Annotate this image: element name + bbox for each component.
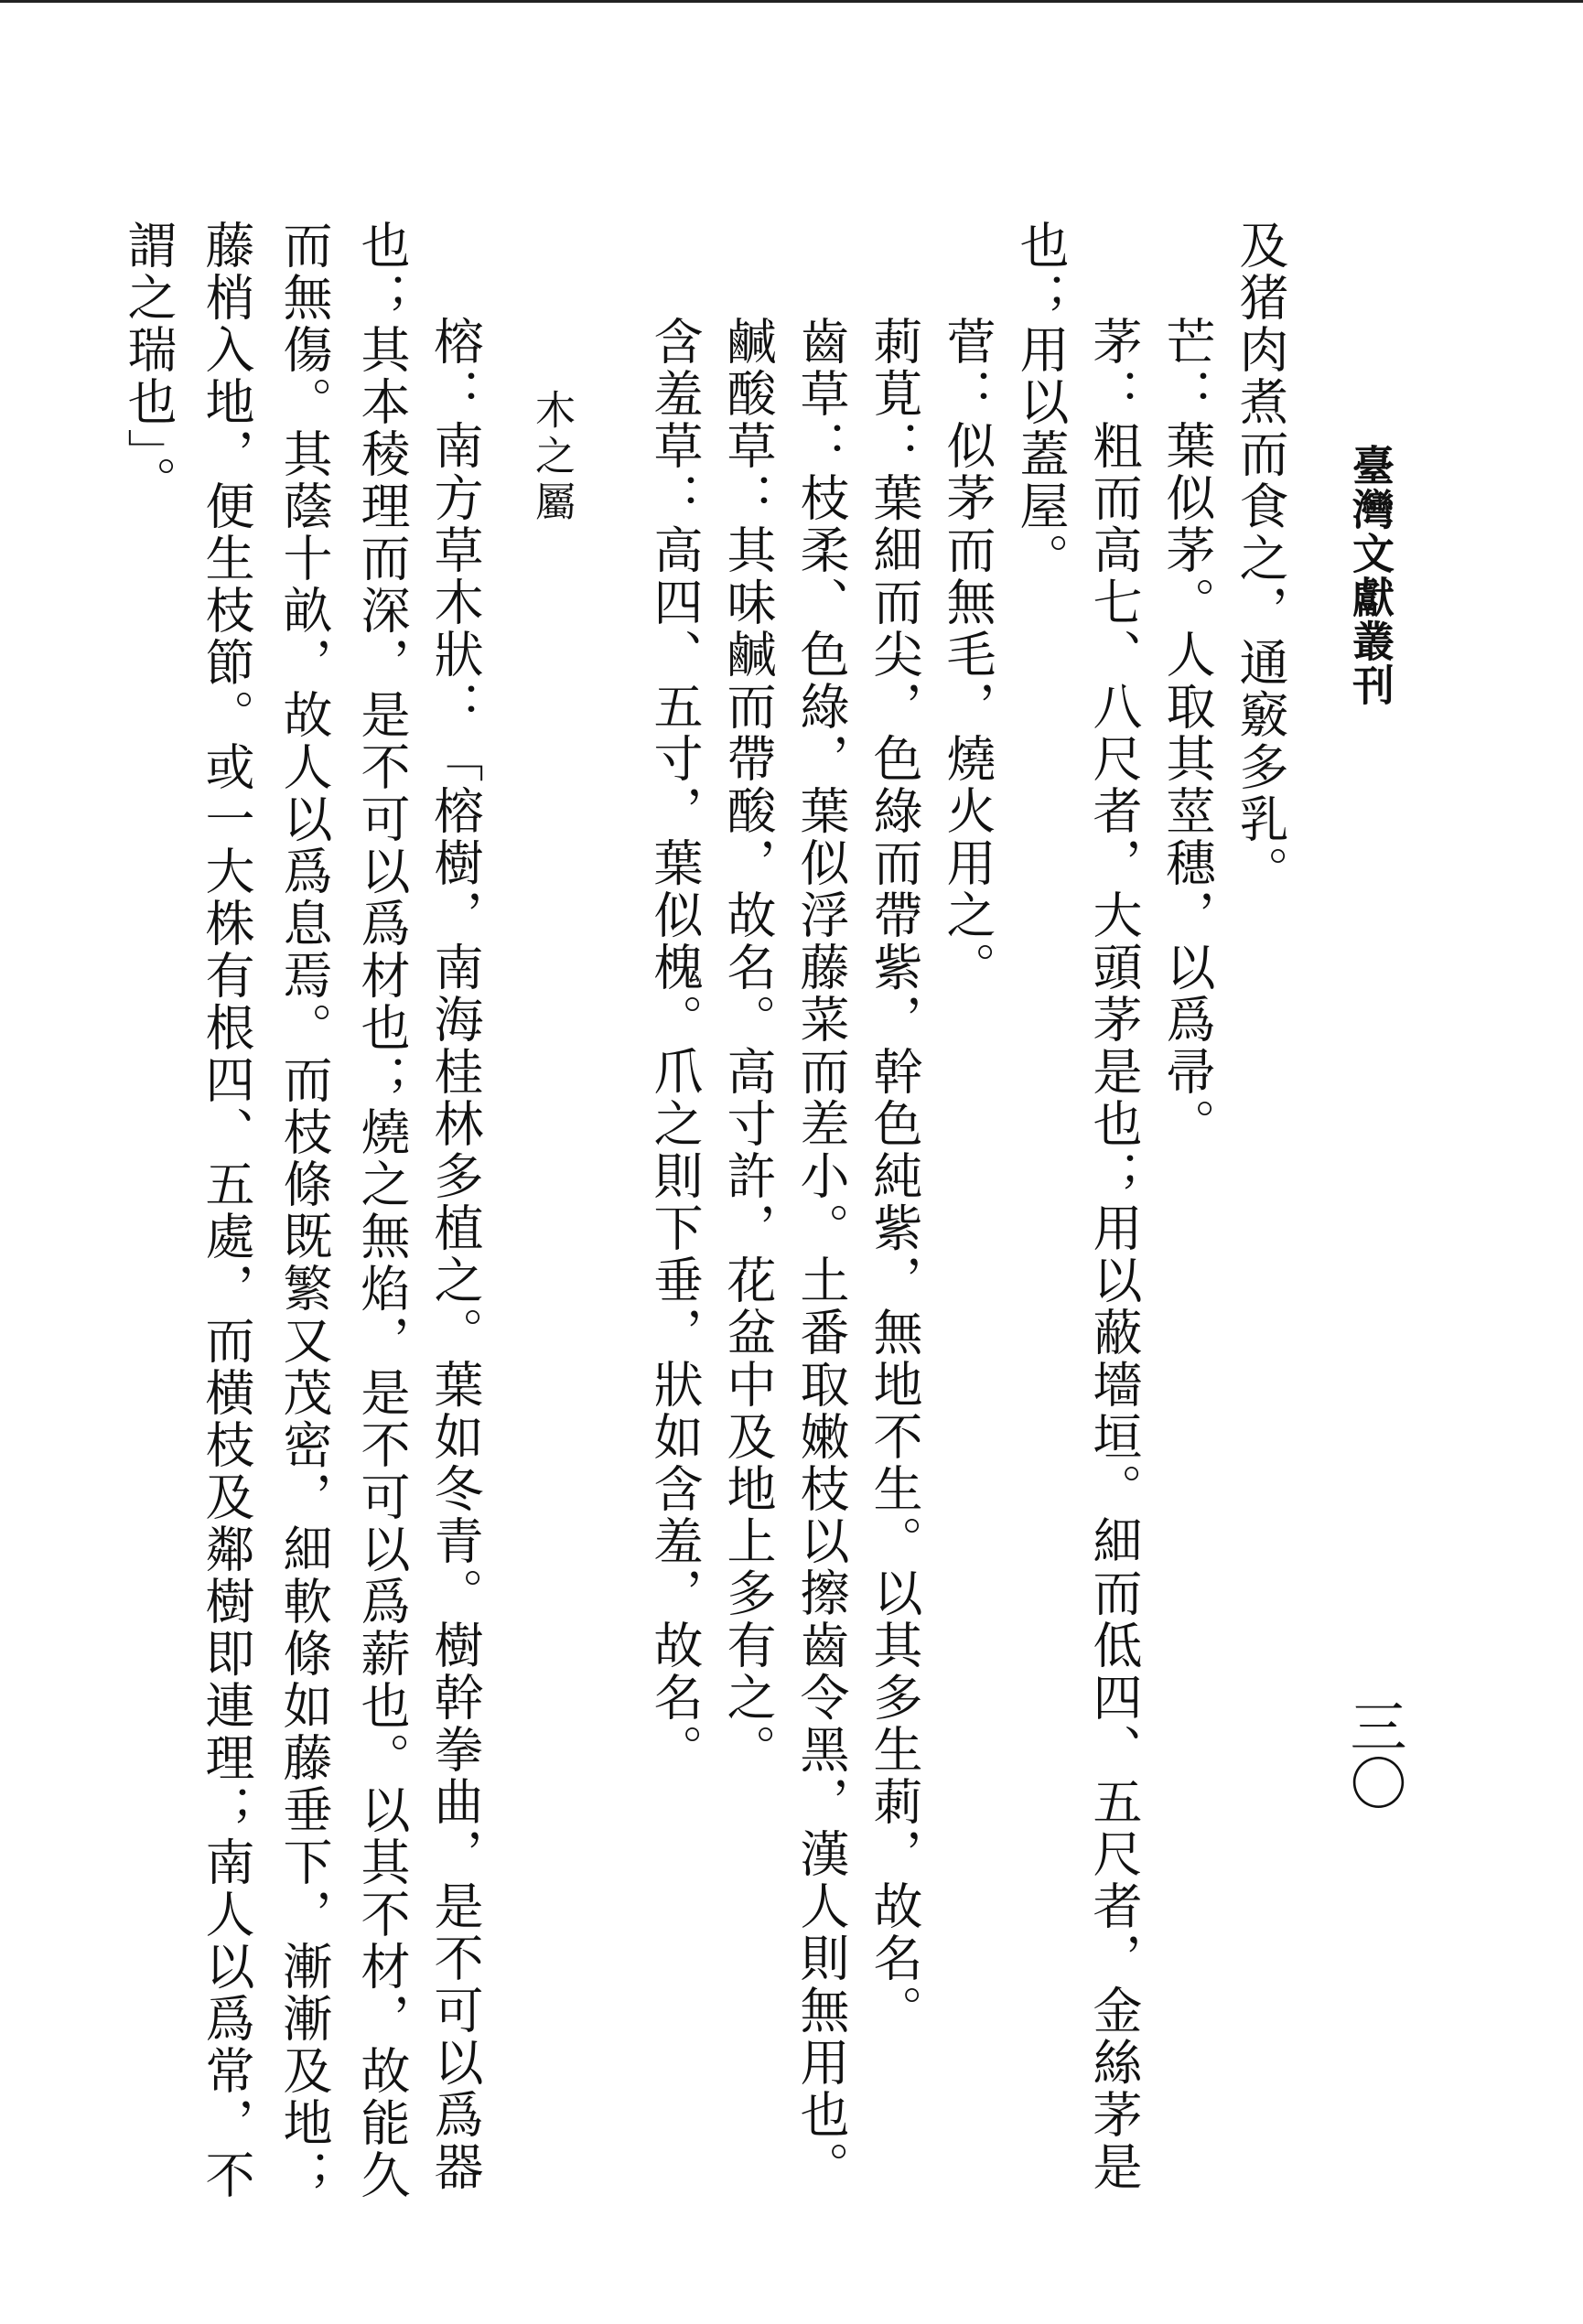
text-column: 芒：葉似茅。人取其莖穗，以爲帚。 [1158,316,1216,1150]
text-column: 藤梢入地，便生枝節。或一大株有根四、五處，而横枝及鄰樹即連理；南人以爲常，不 [198,220,255,2201]
page-top-border [0,0,1583,3]
page-number: 三〇 [1341,1697,1407,1811]
text-column: 齒草：枝柔、色綠，葉似浮藤菜而差小。土番取嫩枝以擦齒令黑，漢人則無用也。 [792,316,850,2193]
text-column: 鹹酸草：其味鹹而帶酸，故名。高寸許，花盆中及地上多有之。 [719,316,777,1776]
text-column: 含羞草：高四、五寸，葉似槐。爪之則下垂，狀如含羞，故名。 [646,316,704,1776]
text-column: 茅：粗而高七、八尺者，大頭茅是也；用以蔽墻垣。細而低四、五尺者，金絲茅是 [1085,316,1143,2193]
text-column: 菅：似茅而無毛，燒火用之。 [939,316,996,994]
text-column: 莿莧：葉細而尖，色綠而帶紫，幹色純紫，無地不生。以其多生莿，故名。 [866,316,923,2037]
running-header-title: 臺灣文獻叢刊 [1346,444,1395,707]
text-column: 謂之瑞也」。 [120,220,178,508]
section-heading-trees: 木之屬 [528,389,575,526]
text-column: 及猪肉煮而食之，通竅多乳。 [1232,220,1289,898]
text-column: 榕：南方草木狀：「榕樹，南海桂林多植之。葉如冬青。樹幹拳曲，是不可以爲器 [426,316,484,2193]
text-column: 而無傷。其蔭十畝，故人以爲息焉。而枝條既繁又茂密，細軟條如藤垂下，漸漸及地； [275,220,333,2201]
text-column: 也；用以蓋屋。 [1012,220,1070,585]
text-column: 也；其本稜理而深，是不可以爲材也；燒之無焰，是不可以爲薪也。以其不材，故能久 [353,220,411,2201]
